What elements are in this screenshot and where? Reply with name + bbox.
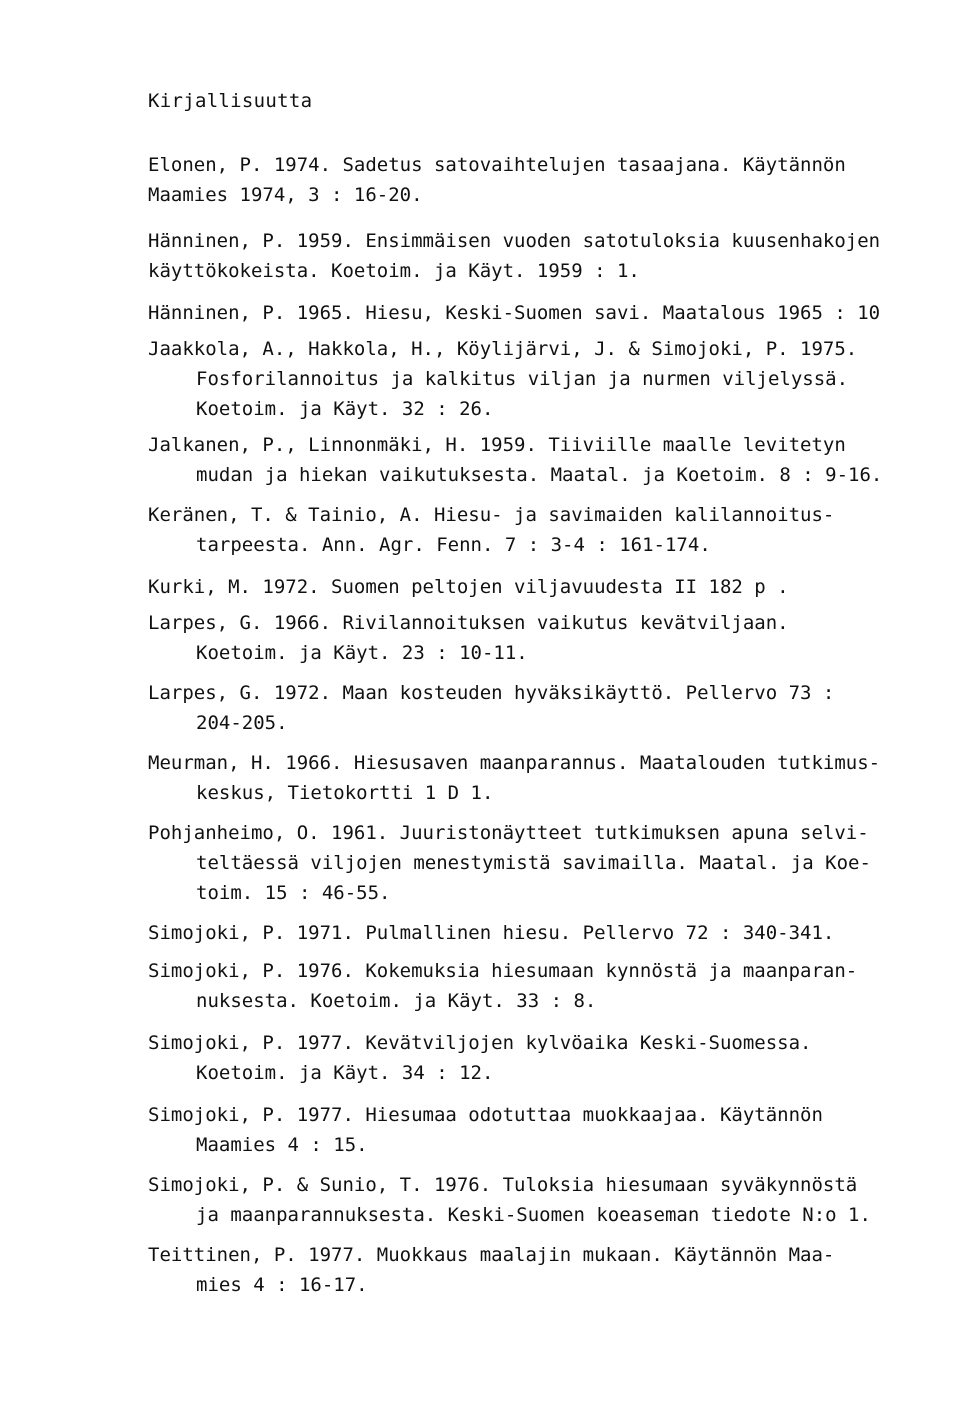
reference-first-line: Teittinen, P. 1977. Muokkaus maalajin mukaan. Käytännön Maa- [148,1244,835,1266]
reference-entry [148,298,880,328]
reference-first-line: Meurman, H. 1966. Hiesusaven maanparannus. Maatalouden tutkimus- [148,752,881,774]
reference-continuation-line: käyttökokeista. Koetoim. ja Käyt. 1959 : 1. [148,260,640,282]
reference-entry [148,1028,811,1088]
reference-continuation-line: Maamies 4 : 15. [196,1134,368,1156]
reference-continuation-line: Koetoim. ja Käyt. 32 : 26. [196,398,494,420]
reference-entry [148,500,834,560]
reference-first-line: Keränen, T. & Tainio, A. Hiesu- ja savimaiden kalilannoitus- [148,504,835,526]
reference-first-line: Kurki, M. 1972. Suomen peltojen viljavuudesta II 182 p . [148,576,789,598]
reference-continuation-line: Fosforilannoitus ja kalkitus viljan ja nurmen viljelyssä. [196,368,849,390]
reference-first-line: Elonen, P. 1974. Sadetus satovaihtelujen tasaajana. Käytännön [148,154,846,176]
section-heading: Kirjallisuutta [148,90,313,112]
reference-entry [148,430,882,490]
reference-continuation-line: nuksesta. Koetoim. ja Käyt. 33 : 8. [196,990,597,1012]
reference-continuation-line: mudan ja hiekan vaikutuksesta. Maatal. ja Koetoim. 8 : 9-16. [196,464,883,486]
reference-first-line: Larpes, G. 1972. Maan kosteuden hyväksikäyttö. Pellervo 73 : [148,682,835,704]
reference-first-line: Pohjanheimo, O. 1961. Juuristonäytteet tutkimuksen apuna selvi- [148,822,869,844]
reference-first-line: Hänninen, P. 1965. Hiesu, Keski-Suomen savi. Maatalous 1965 : 10 [148,302,881,324]
reference-entry [148,226,880,286]
reference-continuation-line: Maamies 1974, 3 : 16-20. [148,184,423,206]
reference-continuation-line: teltäessä viljojen menestymistä savimailla. Maatal. ja Koe- [196,852,871,874]
reference-entry [148,678,834,738]
reference-entry [148,818,871,908]
reference-continuation-line: ja maanparannuksesta. Keski-Suomen koeaseman tiedote N:o 1. [196,1204,871,1226]
reference-entry [148,150,846,210]
reference-continuation-line: keskus, Tietokortti 1 D 1. [196,782,494,804]
reference-continuation-line: mies 4 : 16-17. [196,1274,368,1296]
reference-continuation-line: toim. 15 : 46-55. [196,882,391,904]
reference-first-line: Jalkanen, P., Linnonmäki, H. 1959. Tiiviille maalle levitetyn [148,434,846,456]
reference-entry [148,334,857,424]
reference-entry [148,572,789,602]
reference-entry [148,918,834,948]
reference-first-line: Simojoki, P. 1977. Hiesumaa odotuttaa muokkaajaa. Käytännön [148,1104,823,1126]
reference-first-line: Simojoki, P. & Sunio, T. 1976. Tuloksia hiesumaan syväkynnöstä [148,1174,858,1196]
reference-entry [148,1170,871,1230]
reference-entry [148,956,857,1016]
reference-first-line: Larpes, G. 1966. Rivilannoituksen vaikutus kevätviljaan. [148,612,789,634]
reference-entry [148,1100,823,1160]
reference-continuation-line: Koetoim. ja Käyt. 23 : 10-11. [196,642,528,664]
reference-first-line: Simojoki, P. 1971. Pulmallinen hiesu. Pellervo 72 : 340-341. [148,922,835,944]
reference-continuation-line: Koetoim. ja Käyt. 34 : 12. [196,1062,494,1084]
reference-first-line: Simojoki, P. 1976. Kokemuksia hiesumaan kynnöstä ja maanparan- [148,960,858,982]
reference-first-line: Hänninen, P. 1959. Ensimmäisen vuoden satotuloksia kuusenhakojen [148,230,881,252]
reference-continuation-line: 204-205. [196,712,288,734]
reference-first-line: Jaakkola, A., Hakkola, H., Köylijärvi, J. & Simojoki, P. 1975. [148,338,858,360]
reference-continuation-line: tarpeesta. Ann. Agr. Fenn. 7 : 3-4 : 161-174. [196,534,711,556]
reference-entry [148,608,789,668]
reference-entry [148,1240,834,1300]
reference-first-line: Simojoki, P. 1977. Kevätviljojen kylvöaika Keski-Suomessa. [148,1032,812,1054]
reference-entry [148,748,880,808]
